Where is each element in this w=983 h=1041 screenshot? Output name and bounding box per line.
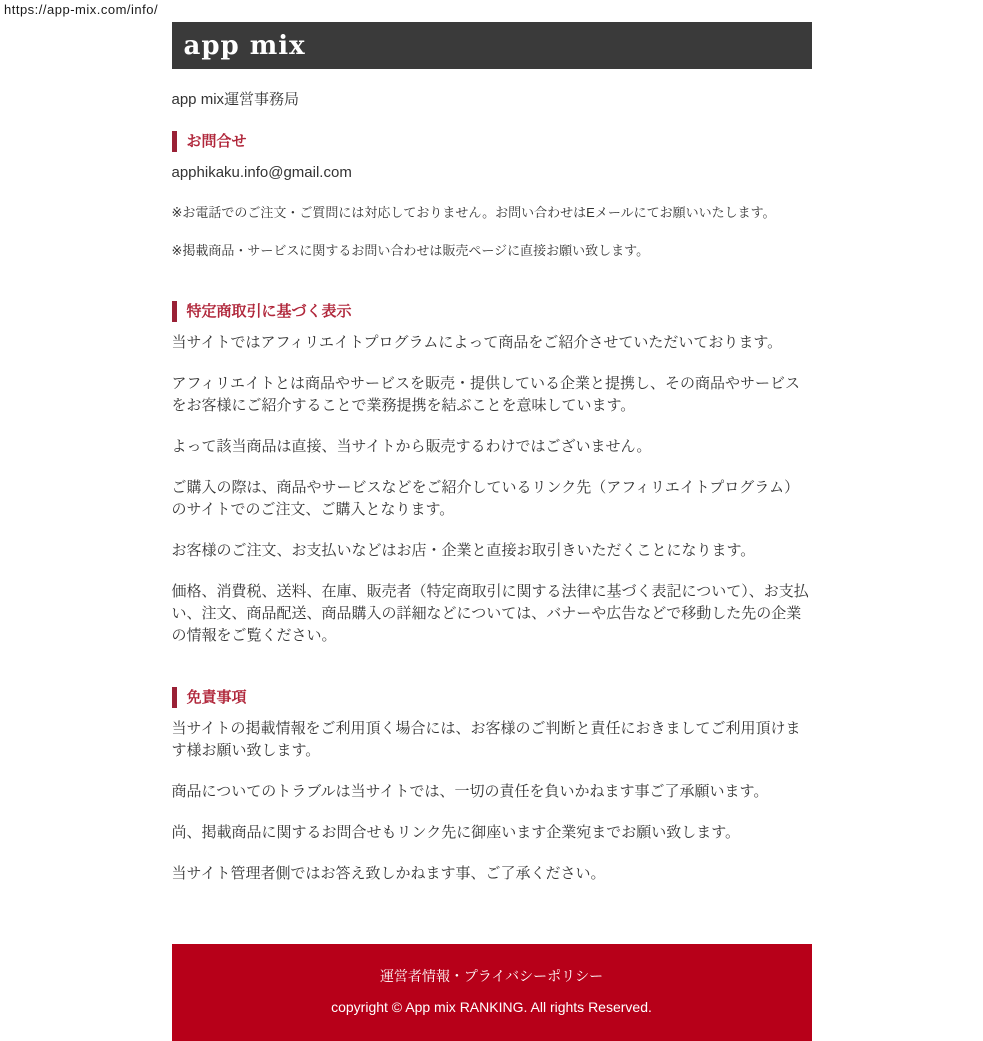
section-heading-contact: お問合せ: [172, 131, 812, 152]
commerce-paragraph: お客様のご注文、お支払いなどはお店・企業と直接お取引きいただくことになります。: [171, 542, 756, 559]
footer-copyright: copyright © App mix RANKING. All rights Reserved.: [331, 999, 652, 1015]
contact-note-products: ※掲載商品・サービスに関するお問い合わせは販売ページに直接お願い致します。: [171, 243, 650, 258]
disclaimer-paragraph: 尚、掲載商品に関するお問合せもリンク先に御座います企業宛までお願い致します。: [171, 824, 741, 841]
disclaimer-paragraph: 当サイトの掲載情報をご利用頂く場合には、お客様のご判断と責任におきましてご利用頂けます様お願い致します。: [171, 720, 801, 759]
site-footer: [172, 944, 812, 1041]
page-url-text: https://app-mix.com/info/: [4, 2, 159, 17]
site-logo[interactable]: app mix: [183, 30, 306, 61]
site-header: [172, 22, 812, 69]
commerce-paragraph: よって該当商品は直接、当サイトから販売するわけではございません。: [171, 438, 652, 455]
commerce-paragraph: 当サイトではアフィリエイトプログラムによって商品をご紹介させていただいております。: [171, 334, 783, 351]
page-container: [172, 22, 812, 1041]
main-content: [172, 89, 812, 924]
footer-privacy-link[interactable]: 運営者情報・プライバシーポリシー: [379, 968, 604, 984]
disclaimer-paragraph: 当サイト管理者側ではお答え致しかねます事、ご了承ください。: [171, 865, 606, 882]
contact-note-phone: ※お電話でのご注文・ご質問には対応しておりません。お問い合わせはEメールにてお願いいたします。: [171, 205, 776, 220]
disclaimer-paragraph: 商品についてのトラブルは当サイトでは、一切の責任を負いかねます事ご了承願います。: [171, 783, 769, 800]
section-heading-disclaimer: 免責事項: [172, 687, 812, 708]
commerce-paragraph: ご購入の際は、商品やサービスなどをご紹介しているリンク先（アフィリエイトプログラム）のサイトでのご注文、ご購入となります。: [171, 479, 800, 518]
operator-line: app mix運営事務局: [171, 91, 300, 108]
commerce-paragraph: アフィリエイトとは商品やサービスを販売・提供している企業と提携し、その商品やサービスをお客様にご紹介することで業務提携を結ぶことを意味しています。: [171, 375, 801, 414]
contact-email: apphikaku.info@gmail.com: [171, 164, 352, 181]
section-heading-commerce: 特定商取引に基づく表示: [172, 301, 812, 322]
commerce-paragraph: 価格、消費税、送料、在庫、販売者（特定商取引に関する法律に基づく表記について）、お支払い、注文、商品配送、商品購入の詳細などについては、バナーや広告などで移動した先の企業の情報をご覧ください。: [171, 583, 809, 644]
